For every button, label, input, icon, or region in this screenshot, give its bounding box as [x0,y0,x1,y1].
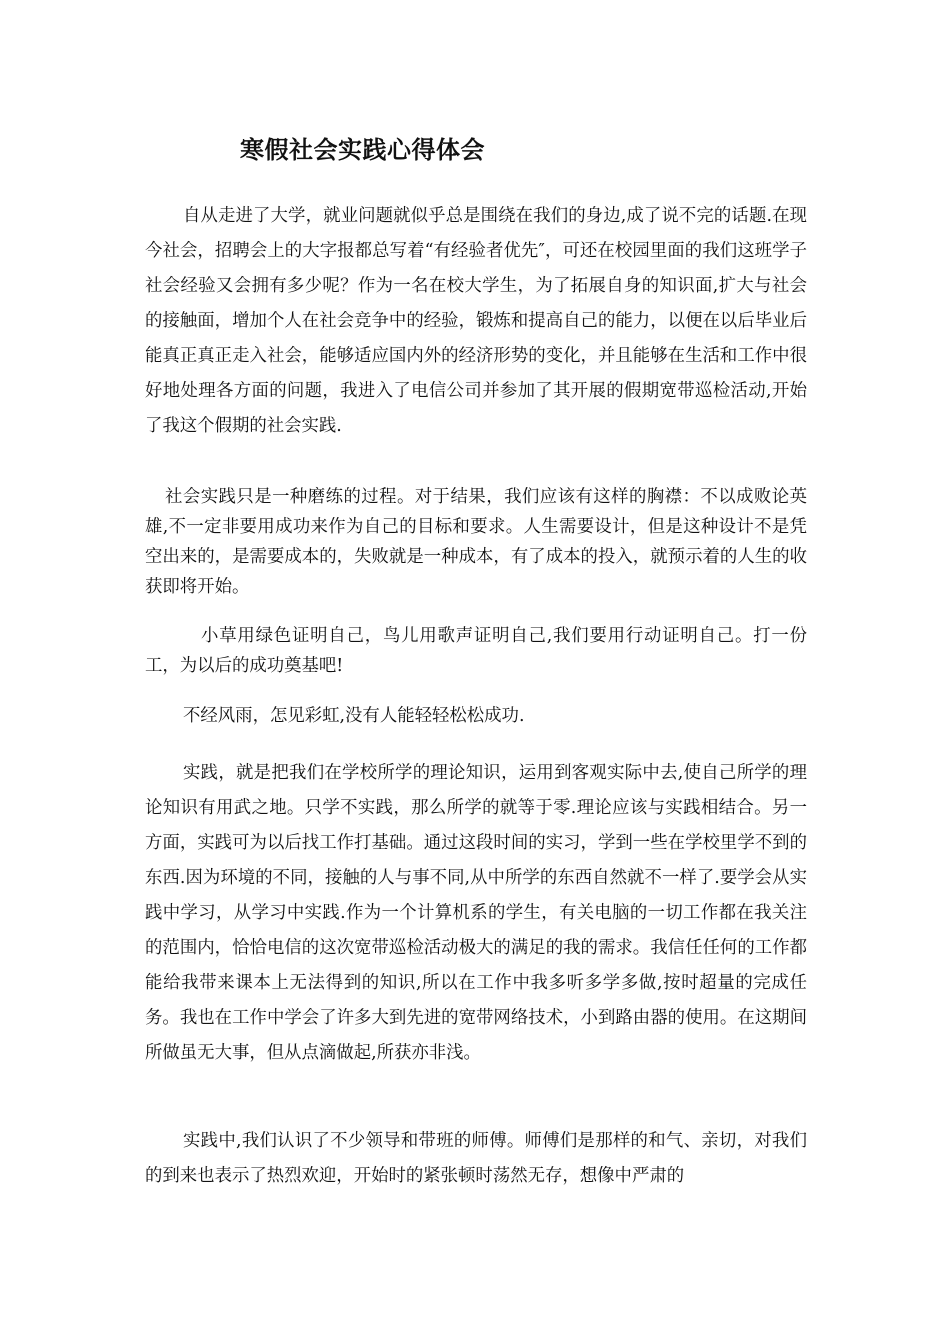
paragraph-2: 社会实践只是一种磨练的过程。对于结果，我们应该有这样的胸襟：不以成败论英雄,不一定非要用成功来作为自己的目标和要求。人生需要设计，但是这种设计不是凭空出来的，是需要成本的，失败就是一种成本，有了成本的投入，就预示着的人生的收获即将开始。 [145,487,807,597]
paragraph-4: 不经风雨，怎见彩虹,没有人能轻轻松松成功. [183,706,525,726]
paragraph-5: 实践，就是把我们在学校所学的理论知识，运用到客观实际中去,使自己所学的理论知识有用武之地。只学不实践，那么所学的就等于零.理论应该与实践相结合。另一方面，实践可为以后找工作打基础。通过这段时间的实习，学到一些在学校里学不到的东西.因为环境的不同，接触的人与事不同,从中所学的东西自然就不一样了.要学会从实践中学习，从学习中实践.作为一个计算机系的学生，有关电脑的一切工作都在我关注的范围内，恰恰电信的这次宽带巡检活动极大的满足的我的需求。我信任任何的工作都能给我带来课本上无法得到的知识,所以在工作中我多听多学多做,按时超量的完成任务。我也在工作中学会了许多大到先进的宽带网络技术，小到路由器的使用。在这期间所做虽无大事，但从点滴做起,所获亦非浅。 [145,763,807,1063]
document-title: 寒假社会实践心得体会 [240,136,485,164]
paragraph-3: 小草用绿色证明自己，鸟儿用歌声证明自己,我们要用行动证明自己。打一份工，为以后的成功奠基吧! [145,626,807,676]
paragraph-6: 实践中,我们认识了不少领导和带班的师傅。师傅们是那样的和气、亲切，对我们的到来也表示了热烈欢迎，开始时的紧张顿时荡然无存，想像中严肃的 [145,1131,807,1186]
paragraph-1: 自从走进了大学，就业问题就似乎总是围绕在我们的身边,成了说不完的话题.在现今社会，招聘会上的大字报都总写着“有经验者优先″，可还在校园里面的我们这班学子社会经验又会拥有多少呢？作为一名在校大学生，为了拓展自身的知识面,扩大与社会的接触面，增加个人在社会竞争中的经验，锻炼和提高自己的能力，以便在以后毕业后能真正真正走入社会，能够适应国内外的经济形势的变化，并且能够在生活和工作中很好地处理各方面的问题，我进入了电信公司并参加了其开展的假期宽带巡检活动,开始了我这个假期的社会实践. [145,206,807,436]
